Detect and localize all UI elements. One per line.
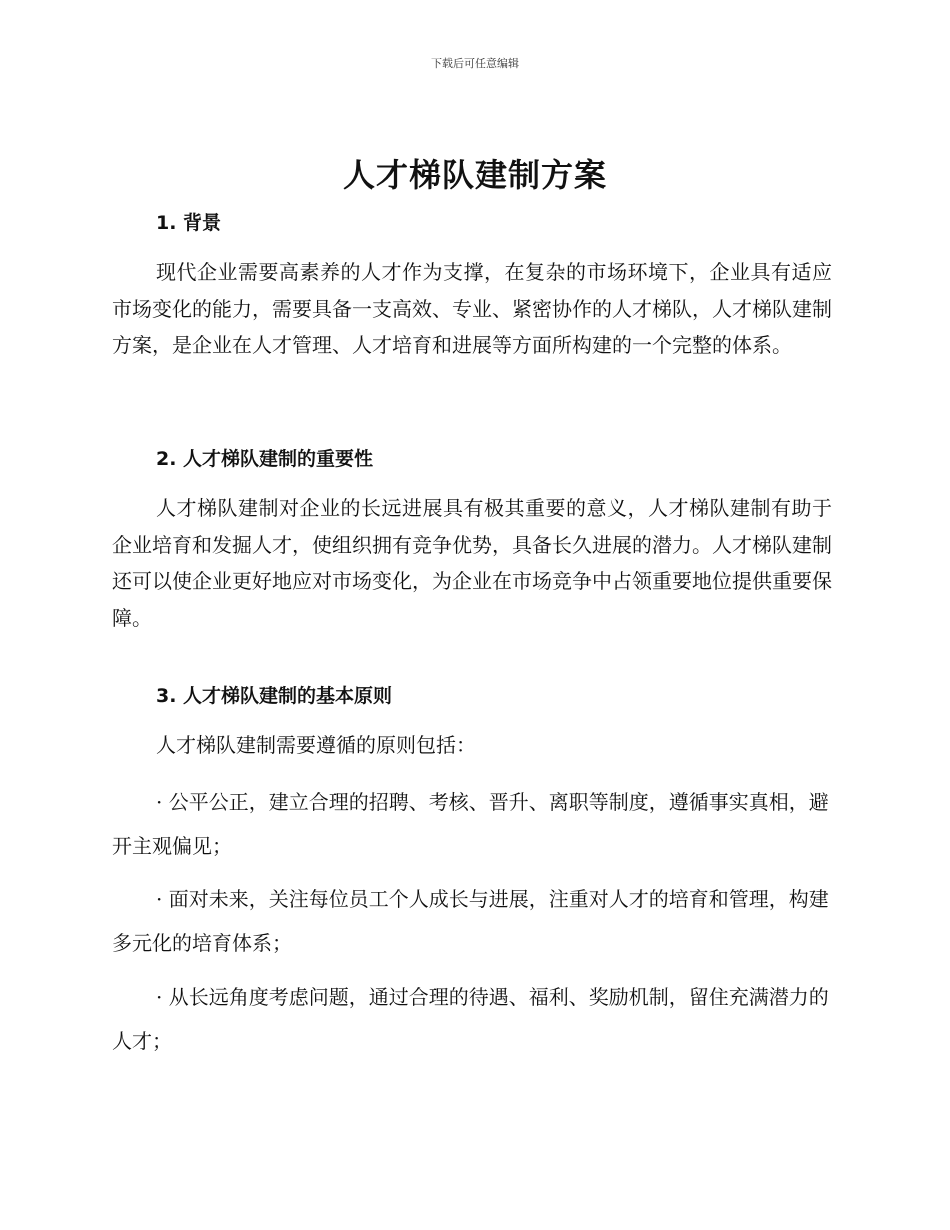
document-title: 人才梯队建制方案 xyxy=(342,156,607,194)
section-3-bullet-3: · 从长远角度考虑问题，通过合理的待遇、福利、奖励机制，留住充满潜力的人才； xyxy=(112,985,829,1053)
section-3-bullet-1: · 公平公正，建立合理的招聘、考核、晋升、离职等制度，遵循事实真相，避开主观偏见； xyxy=(112,790,829,858)
page-header-note: 下载后可任意编辑 xyxy=(431,57,519,70)
section-3-intro: 人才梯队建制需要遵循的原则包括： xyxy=(156,733,476,757)
section-3-bullet-2: · 面对未来，关注每位员工个人成长与进展，注重对人才的培育和管理，构建多元化的培育体系； xyxy=(112,887,829,955)
section-1-heading: 1. 背景 xyxy=(156,212,222,234)
section-2-paragraph: 人才梯队建制对企业的长远进展具有极其重要的意义，人才梯队建制有助于企业培育和发掘人才，使组织拥有竞争优势，具备长久进展的潜力。人才梯队建制还可以使企业更好地应对市场变化，为企业在市场竞争中占领重要地位提供重要保障。 xyxy=(112,496,832,631)
section-3-heading: 3. 人才梯队建制的基本原则 xyxy=(156,685,393,707)
section-2-heading: 2. 人才梯队建制的重要性 xyxy=(156,448,374,470)
section-1-paragraph: 现代企业需要高素养的人才作为支撑，在复杂的市场环境下，企业具有适应市场变化的能力，需要具备一支高效、专业、紧密协作的人才梯队，人才梯队建制方案，是企业在人才管理、人才培育和进展等方面所构建的一个完整的体系。 xyxy=(112,260,832,358)
